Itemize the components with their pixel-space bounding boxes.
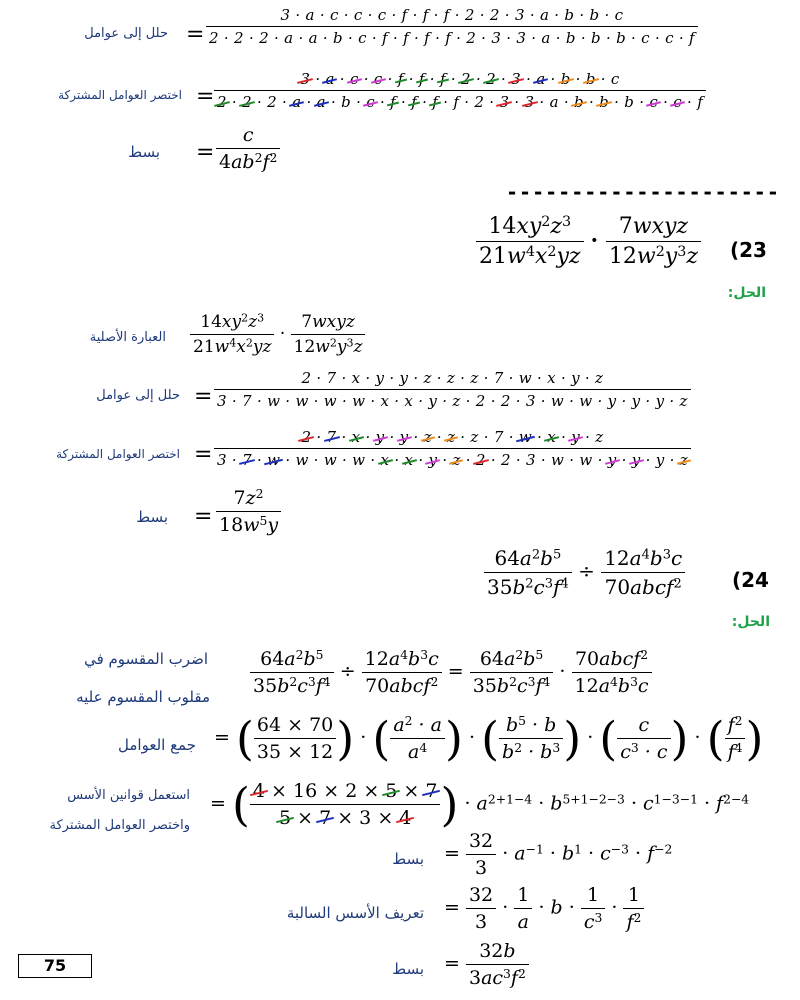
simplified-result-22: $\frac{c}{4ab^2f^2}$ — [216, 124, 280, 173]
step-label-multiply-reciprocal-2: مقلوب المقسوم عليه — [76, 688, 210, 706]
equals-sign: = — [186, 22, 205, 47]
page-number: 75 — [18, 954, 92, 978]
simplify-step-24: = $\frac{32}{3}$ · $a^{-1} \cdot b^1 \cdot c^{-3} \cdot f^{-2}$ — [444, 830, 673, 879]
step-label-and-cancel: واختصر العوامل المشتركة — [49, 818, 190, 833]
original-expression-23: $\frac{14xy^2z^3}{21w^4x^2yz}$ · $\frac{\text{7wxyz}}{12w^2y^3z}$ — [190, 312, 365, 357]
step-label-simplify: بسط — [392, 960, 424, 978]
cancelled-fraction-22: 3 · a · c · c · f · f · f · 2 · 2 · 3 · a · b · b · c 2 · 2 · 2 · a · a · b · c · f · f · f · f · 2 · 3 · 3 · a · b · b · b · c · c · f — [214, 70, 706, 111]
factored-fraction-22: 3 · a · c · c · c · f · f · f · 2 · 2 · 3 · a · b · b · c 2 · 2 · 2 · a · a · b · c · f · f · f · f · 2 · 3 · 3 · a · b · b · b · c · c · f — [206, 6, 698, 47]
problem-number-24: (24 — [732, 568, 769, 592]
step-label-original: العبارة الأصلية — [89, 330, 166, 345]
step-label-factor: حلل إلى عوامل — [96, 388, 180, 403]
step-label-simplify: بسط — [136, 508, 168, 526]
step-label-cancel: اختصر العوامل المشتركة — [58, 88, 182, 102]
problem-23-expression: $\frac{14xy^2z^3}{21w^4x^2yz}$ · $\frac{\text{7wxyz}}{12w^2y^3z}$ — [476, 214, 701, 269]
final-result-24: = $\frac{32b}{3ac^3f^2}$ — [444, 940, 529, 989]
step-label-cancel: اختصر العوامل المشتركة — [56, 447, 180, 461]
step-label-simplify: بسط — [392, 850, 424, 868]
solution-label-24: الحل: — [731, 614, 770, 630]
equals-sign: = — [194, 442, 213, 467]
simplified-result-23: $\frac{7z^2}{18w^5y}$ — [216, 487, 281, 536]
separator-line: --------------------- — [506, 180, 780, 204]
factored-fraction-23: 2 · 7 · x · y · y · z · z · z · 7 · w · x · y · z 3 · 7 · w · w · w · w · x · x · y · z · 2 · 2 · 3 · w · w · y · y · y · z — [214, 369, 691, 410]
negative-exponents-step-24: = $\frac{32}{3}$ · $\frac{1}{a}$ · b · $\frac{1}{c^3}$ · $\frac{1}{f^2}$ — [444, 884, 644, 933]
cancelled-fraction-23: 2 · 7 · x · y · y · z · z · z · 7 · w · x · y · z 3 · 7 · w · w · w · w · x · x · y · z · 2 · 2 · 3 · w · w · y · y · y · z — [214, 428, 691, 469]
step-label-simplify: بسط — [128, 143, 160, 161]
step-label-negative-exponents: تعريف الأسس السالبة — [286, 904, 424, 922]
grouped-factors-24: = ( $\frac{64 \times 70}{35 \times 12}$ ) · ( $\frac{a^2 \cdot a}{a^4}$ ) · ( $\frac{b^5 \cdot b}{b^2 \cdot b^3}$ ) · ( $\frac{c}{c^3 \cdot c}$ ) · ( $\frac{f^2}{f^4}$ ) — [214, 711, 764, 766]
problem-24-expression: $\frac{64a^2b^5}{35b^2c^3f^4}$ ÷ $\frac{12a^4b^3c}{70abcf^2}$ — [484, 546, 685, 599]
equals-sign: = — [196, 140, 215, 165]
exponent-laws-step-24: = ( $\frac{4 \times 16 \times 2 \times 5 \times 7}{5 \times 7 \times 3 \times 4}$ ) · $a^{2+1-4} \cdot b^{5+1-2-3} \cdot c^{1-3-1} \cdot f^{2-4}$ — [210, 777, 750, 832]
step-label-exponent-laws: استعمل قوانين الأسس — [67, 788, 190, 803]
solution-label-23: الحل: — [727, 285, 766, 301]
equals-sign: = — [194, 384, 213, 409]
step-label-multiply-reciprocal-1: اضرب المقسوم في — [84, 650, 208, 668]
reciprocal-step-24: $\frac{64a^2b^5}{35b^2c^3f^4}$ ÷ $\frac{12a^4b^3c}{70abcf^2}$ = $\frac{64a^2b^5}{35b^2c^3f^4}$ · $\frac{70abcf^2}{12a^4b^3c}$ — [250, 648, 652, 697]
step-label-factor: حلل إلى عوامل — [84, 26, 168, 41]
step-label-group-factors: جمع العوامل — [118, 736, 196, 754]
equals-sign: = — [196, 84, 215, 109]
problem-number-23: (23 — [730, 238, 767, 262]
equals-sign: = — [194, 504, 213, 529]
